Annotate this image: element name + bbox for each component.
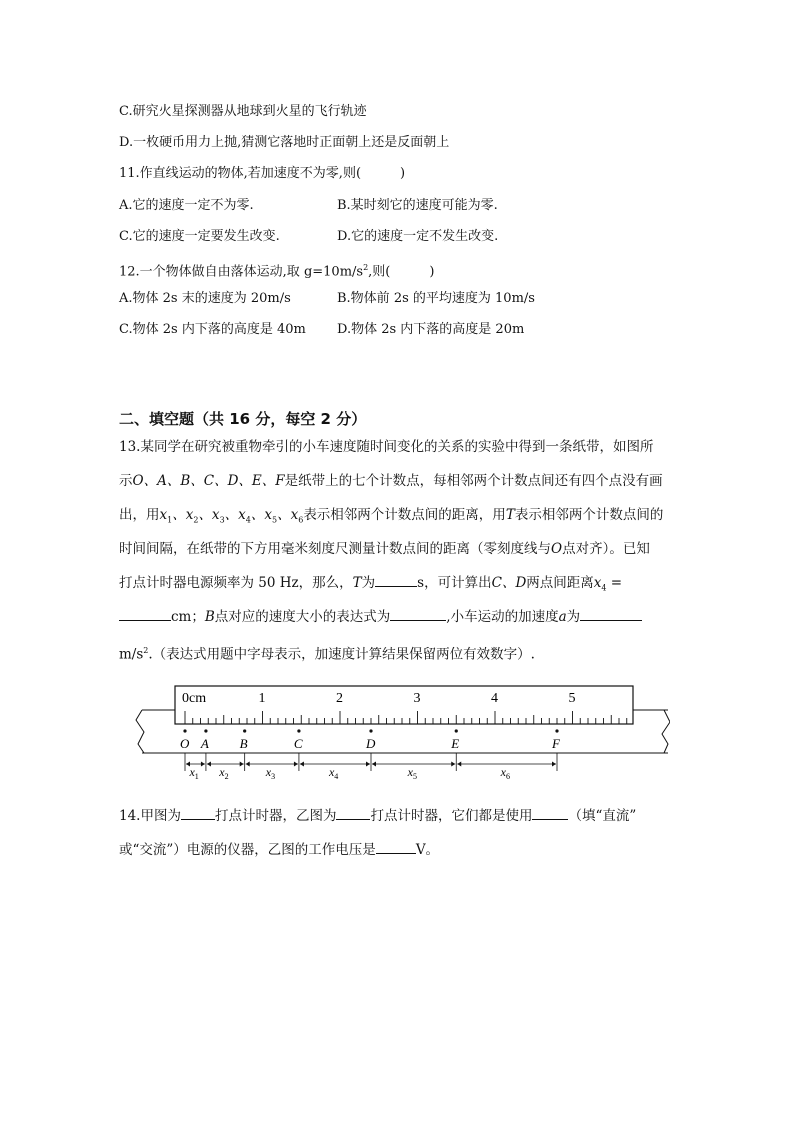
q13-line-2 <box>119 464 675 498</box>
tape-point-dot <box>204 729 207 732</box>
blank-current-type[interactable] <box>532 807 568 820</box>
q12-stem-exponent: 2 <box>363 263 369 272</box>
segment-label: $x_3$ <box>265 765 276 779</box>
ruler-unit-label: 0cm <box>182 691 207 706</box>
q13-text: m/s <box>119 646 144 663</box>
segment-arrow-right <box>201 762 205 767</box>
segment-label: $x_2$ <box>219 765 229 779</box>
section-2-title: 二、填空题（共 16 分，每空 2 分） <box>119 410 367 428</box>
segment-arrow-right <box>240 762 244 767</box>
segment-arrow-left <box>457 762 461 767</box>
tape-point-dot <box>297 729 300 732</box>
q13-text: = <box>606 575 623 591</box>
q12-option-c: C.物体 2s 内下落的高度是 40m <box>119 322 306 337</box>
q11-options-row-2 <box>119 229 498 245</box>
q12-option-d: D.物体 2s 内下落的高度是 20m <box>337 322 525 337</box>
ruler-cm-label: 3 <box>413 691 421 706</box>
var-x: 、x <box>224 507 246 523</box>
var-sub: 1 <box>167 515 173 525</box>
var-cd: C、D <box>491 575 527 591</box>
var-x: 、x <box>198 507 220 523</box>
tape-point-label: E <box>451 736 460 751</box>
q13-line-4 <box>119 532 675 566</box>
q12-option-a: A.物体 2s 末的速度为 20m/s <box>119 291 291 306</box>
ruler-cm-label: 5 <box>568 691 576 706</box>
var-a: a <box>558 609 567 625</box>
q13-text: 点对齐）。已知 <box>562 541 650 557</box>
q14-text: 14.甲图为 <box>119 808 181 824</box>
tape-right-torn-edge <box>662 710 670 753</box>
q14-text: V。 <box>415 842 440 858</box>
var-sub: 5 <box>272 515 278 525</box>
q14-text: 打点计时器，它们都是使用 <box>370 808 533 824</box>
var-b: B <box>204 609 215 625</box>
var-t: T <box>352 575 362 591</box>
tape-point-dot <box>243 729 246 732</box>
q11-stem: 11.作直线运动的物体,若加速度不为零,则( ) <box>119 166 406 181</box>
segment-arrow-right <box>294 762 298 767</box>
blank-yi-timer[interactable] <box>336 807 370 820</box>
segment-label: $x_4$ <box>328 765 339 779</box>
segment-label: $x_6$ <box>500 765 510 779</box>
tape-points <box>180 729 561 751</box>
tape-point-label: C <box>293 736 303 751</box>
blank-voltage[interactable] <box>376 841 416 854</box>
tape-point-label: O <box>180 736 190 751</box>
blank-x4[interactable] <box>119 608 171 621</box>
tape-point-dot <box>183 729 186 732</box>
q11-options-row-1 <box>119 198 498 214</box>
var-sub: 6 <box>298 515 304 525</box>
var-sub: 4 <box>601 583 607 593</box>
var-x: x <box>593 575 602 591</box>
q12-options-row-2 <box>119 322 524 338</box>
q14-text: 或“交流”）电源的仪器，乙图的工作电压是 <box>119 842 376 858</box>
blank-jia-timer[interactable] <box>181 807 215 820</box>
var-x: 、x <box>277 507 299 523</box>
segment-arrow-left <box>246 762 250 767</box>
var-sup: 2 <box>143 646 149 655</box>
q13-text: 点对应的速度大小的表达式为 <box>214 609 391 625</box>
q13-text: 为 <box>361 575 376 591</box>
paper-tape <box>136 710 148 742</box>
tape-segments <box>185 753 557 779</box>
q13-text: 打点计时器电源频率为 50 Hz，那么， <box>119 575 353 591</box>
segment-arrow-right <box>451 762 455 767</box>
q13-text: 表示相邻两个计数点间的 <box>514 507 664 523</box>
segment-arrow-right <box>552 762 556 767</box>
blank-vb-expression[interactable] <box>390 608 446 621</box>
tape-left-torn-edge <box>136 710 144 753</box>
q13-text: 是纸带上的七个计数点，每相邻两个计数点间还有四个点没有画 <box>284 473 663 489</box>
q13-text: 为 <box>566 609 581 625</box>
q12-option-b: B.物体前 2s 的平均速度为 10m/s <box>337 291 535 306</box>
tape-point-dot <box>369 729 372 732</box>
q12-stem-tail: ,则( ) <box>368 264 435 280</box>
q13-paragraph <box>119 430 675 668</box>
q14-text: （填“直流” <box>568 808 637 824</box>
q11-option-d: D.它的速度一定不发生改变. <box>337 229 499 244</box>
q14-line-2 <box>119 833 675 867</box>
q12-stem-text: 12.一个物体做自由落体运动,取 g=10m/s <box>119 264 364 280</box>
var-sub: 4 <box>245 515 251 525</box>
segment-label: $x_1$ <box>189 765 199 779</box>
q13-line-3 <box>119 498 675 532</box>
q13-text: 示 <box>119 473 133 489</box>
tape-point-dot <box>555 729 558 732</box>
q11-option-a: A.它的速度一定不为零. <box>119 198 254 213</box>
q12-stem <box>119 260 434 280</box>
var-x: 、x <box>172 507 194 523</box>
q13-line-5 <box>119 566 675 600</box>
q13-text: 时间间隔，在纸带的下方用毫米刻度尺测量计数点间的距离（零刻度线与 <box>119 541 551 557</box>
tape-ruler-figure <box>130 684 670 779</box>
var-x: 、x <box>250 507 272 523</box>
q13-line-7 <box>119 634 675 668</box>
q14-line-1 <box>119 799 675 833</box>
var-sub: 3 <box>219 515 225 525</box>
q11-option-b: B.某时刻它的速度可能为零. <box>337 198 498 213</box>
q13-text: .（表达式用题中字母表示，加速度计算结果保留两位有效数字）. <box>148 646 535 663</box>
q13-point-labels: O、A、B、C、D、E、F <box>132 473 285 489</box>
tape-point-label: D <box>366 736 376 751</box>
q14-paragraph <box>119 799 675 867</box>
tape-point-label: F <box>552 736 560 751</box>
q14-text: 打点计时器，乙图为 <box>214 808 337 824</box>
tape-point-label: B <box>239 736 248 751</box>
blank-acceleration[interactable] <box>580 608 642 621</box>
q11-option-c: C.它的速度一定要发生改变. <box>119 229 280 244</box>
tape-point-label: A <box>200 736 209 751</box>
q13-text: cm； <box>171 609 205 625</box>
segment-arrow-left <box>300 762 304 767</box>
segment-arrow-left <box>207 762 211 767</box>
q13-line-1: 13.某同学在研究被重物牵引的小车速度随时间变化的关系的实验中得到一条纸带，如图所 <box>119 439 654 455</box>
segment-arrow-right <box>366 762 370 767</box>
var-sub: 2 <box>193 515 199 525</box>
blank-period[interactable] <box>375 574 417 587</box>
q13-text: 表示相邻两个计数点间的距离，用 <box>303 507 506 523</box>
q13-text: 出，用 <box>119 507 160 523</box>
q13-text: s，可计算出 <box>417 575 492 591</box>
var-x: x <box>159 507 168 523</box>
var-t: T <box>505 507 515 523</box>
segment-label: $x_5$ <box>407 765 417 779</box>
ruler-cm-label: 2 <box>336 691 343 706</box>
var-o: O <box>551 541 563 557</box>
q13-text: 两点间距离 <box>526 575 594 591</box>
q12-options-row-1 <box>119 291 535 307</box>
tape-point-dot <box>455 729 458 732</box>
ruler-cm-label: 4 <box>491 691 498 706</box>
q13-line-6 <box>119 600 675 634</box>
segment-arrow-left <box>372 762 376 767</box>
q10-option-d: D.一枚硬币用力上抛,猜测它落地时正面朝上还是反面朝上 <box>119 135 450 150</box>
q13-text: ,小车运动的加速度 <box>446 609 559 625</box>
q10-option-c: C.研究火星探测器从地球到火星的飞行轨迹 <box>119 104 367 119</box>
ruler-cm-label: 1 <box>258 691 266 706</box>
